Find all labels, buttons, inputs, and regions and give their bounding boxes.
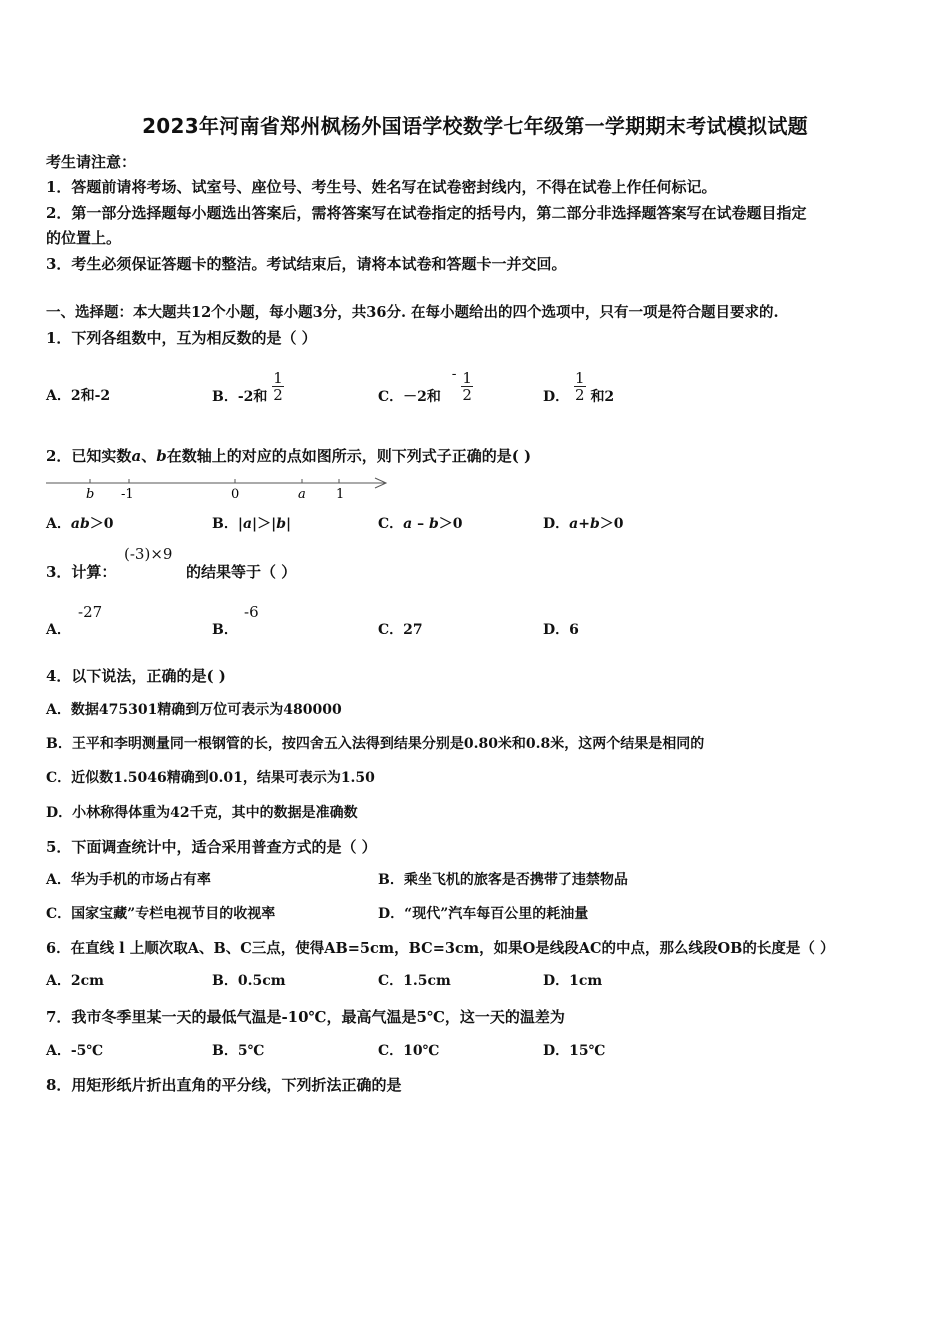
q1-option-c-label: C．－2和: [378, 389, 441, 405]
q4-option-a: A．数据475301精确到万位可表示为480000: [46, 702, 342, 718]
q2-stem-pre: 2．已知实数: [46, 447, 132, 465]
notice-heading: 考生请注意：: [46, 153, 137, 171]
q6-option-c: C．1.5cm: [378, 973, 451, 989]
q7-stem: 7．我市冬季里某一天的最低气温是-10℃，最高气温是5℃，这一天的温差为: [46, 1008, 565, 1026]
var-a: a: [131, 447, 142, 465]
q2-d-post: ＞0: [599, 516, 624, 532]
q2-c-var-b: b: [428, 516, 439, 532]
q4-option-b: B．王平和李明测量同一根钢管的长，按四舍五入法得到结果分别是0.80米和0.8米，这两个结果是相同的: [46, 736, 705, 752]
q1-option-c: [378, 366, 473, 406]
q1-option-d-suffix: 和2: [590, 389, 615, 405]
q2-option-a: [46, 513, 114, 533]
q5-option-b: B．乘坐飞机的旅客是否携带了违禁物品: [378, 872, 628, 888]
q3-option-a-value: -27: [78, 603, 103, 621]
q2-b-var-b: b: [276, 516, 286, 532]
frac-numerator: 1: [462, 368, 472, 387]
q2-a-post: ＞0: [89, 516, 114, 532]
notice-item-2-cont: 的位置上。: [46, 229, 122, 247]
notice-item-2: 2．第一部分选择题每小题选出答案后，需将答案写在试卷指定的括号内，第二部分非选择题答案写在试卷题目指定: [46, 204, 807, 222]
label-neg1: -1: [121, 487, 134, 502]
q7-option-c: C．10℃: [378, 1043, 440, 1059]
q2-option-c: [378, 513, 463, 533]
q3-option-a-label: A．: [46, 622, 71, 638]
frac-denominator: 2: [575, 385, 585, 404]
frac-denominator: 2: [462, 385, 472, 404]
q3-option-b-value: -6: [244, 603, 259, 621]
q2-option-d: [543, 513, 624, 533]
q1-option-d-fraction: [574, 370, 586, 403]
notice-item-3: 3．考生必须保证答题卡的整洁。考试结束后，请将本试卷和答题卡一并交回。: [46, 255, 567, 273]
q7-option-b: B．5℃: [212, 1043, 265, 1059]
q4-option-c: C．近似数1.5046精确到0.01，结果可表示为1.50: [46, 770, 375, 786]
q3-stem-pre: 3．计算：: [46, 563, 117, 581]
q2-a-expr: ab: [70, 516, 90, 532]
label-zero: 0: [231, 487, 240, 502]
frac-denominator: 2: [273, 385, 283, 404]
q6-stem: 6．在直线 l 上顺次取A、B、C三点，使得AB=5cm，BC=3cm，如果O是线段AC的中点，那么线段OB的长度是（ ）: [46, 940, 835, 957]
label-b: b: [86, 487, 95, 502]
q2-d-var-b: b: [589, 516, 600, 532]
q4-option-d: D．小林称得体重为42千克，其中的数据是准确数: [46, 805, 358, 821]
q1-option-a: A．2和-2: [46, 388, 111, 404]
q2-c-post: ＞0: [438, 516, 463, 532]
q1-option-b-fraction: [272, 370, 284, 403]
number-line: [40, 470, 400, 504]
q2-d-label: D．: [543, 516, 570, 532]
q3-option-c: C．27: [378, 622, 423, 638]
q2-a-label: A．: [46, 516, 71, 532]
q7-option-d: D．15℃: [543, 1043, 606, 1059]
q2-c-var-a: a: [403, 516, 413, 532]
q2-option-b: [212, 513, 291, 533]
q2-b-var-a: a: [242, 516, 253, 532]
minus-sign: -: [451, 366, 457, 382]
q2-c-label: C．: [378, 516, 404, 532]
q1-option-c-fraction: [461, 370, 473, 403]
q7-option-a: A．-5℃: [46, 1043, 104, 1059]
q3-option-b-label: B．: [212, 622, 238, 638]
label-one: 1: [336, 487, 345, 502]
q2-stem-post: 在数轴上的对应的点如图所示，则下列式子正确的是( ): [166, 447, 532, 465]
frac-numerator: 1: [575, 368, 585, 387]
frac-numerator: 1: [273, 368, 283, 387]
q2-sep: 、: [141, 447, 157, 465]
q6-option-b: B．0.5cm: [212, 973, 286, 989]
q3-stem-post: 的结果等于（ ）: [186, 563, 297, 581]
q3-expression: (-3)×9: [124, 545, 173, 563]
q5-option-c: C．国家宝藏”专栏电视节目的收视率: [46, 906, 276, 922]
label-a: a: [298, 487, 306, 502]
q6-option-a: A．2cm: [46, 973, 104, 989]
var-b: b: [156, 447, 167, 465]
q2-b-post: |: [286, 516, 292, 532]
q2-stem: [46, 445, 531, 466]
q8-stem: 8．用矩形纸片折出直角的平分线，下列折法正确的是: [46, 1076, 402, 1094]
q5-option-a: A．华为手机的市场占有率: [46, 872, 211, 888]
q2-c-mid: –: [412, 516, 429, 532]
q1-option-d-label: D．: [543, 389, 570, 405]
notice-item-1: 1．答题前请将考场、试室号、座位号、考生号、姓名写在试卷密封线内，不得在试卷上作任何标记。: [46, 178, 717, 196]
q5-stem: 5．下面调查统计中，适合采用普查方式的是（ ）: [46, 838, 377, 856]
q5-option-d: D．“现代”汽车每百公里的耗油量: [378, 906, 589, 922]
q1-option-b-label: B．-2和: [212, 389, 268, 405]
q2-d-var-a: a: [569, 516, 579, 532]
q6-option-d: D．1cm: [543, 973, 603, 989]
q1-option-d: [543, 366, 614, 406]
section-heading: 一、选择题：本大题共12个小题，每小题3分，共36分. 在每小题给出的四个选项中，只有一项是符合题目要求的.: [46, 304, 779, 321]
q1-option-b: [212, 366, 284, 406]
q3-option-d: D．6: [543, 622, 579, 638]
page-title: 2023年河南省郑州枫杨外国语学校数学七年级第一学期期末考试模拟试题: [142, 114, 808, 138]
q2-b-mid: |＞|: [252, 516, 277, 532]
q1-stem: 1．下列各组数中，互为相反数的是（ ）: [46, 329, 317, 347]
q4-stem: 4．以下说法，正确的是( ): [46, 667, 226, 685]
q2-b-label: B．|: [212, 516, 243, 532]
q2-d-mid: +: [578, 516, 590, 532]
